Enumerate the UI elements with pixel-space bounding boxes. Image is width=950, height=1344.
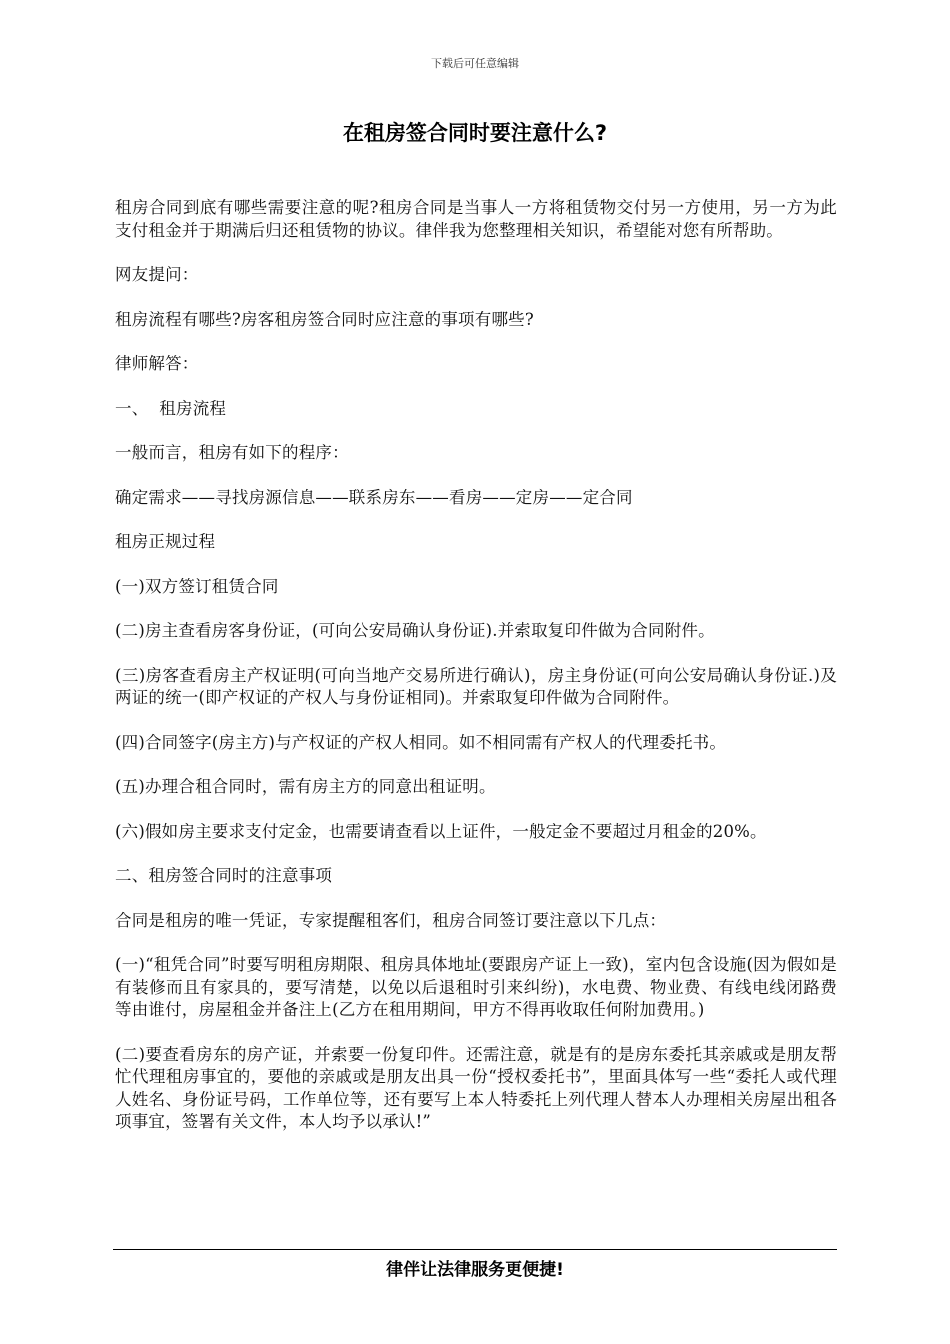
list-item: (一)双方签订租赁合同: [115, 576, 279, 596]
document-body: [115, 197, 837, 1156]
process-steps: 确定需求——寻找房源信息——联系房东——看房——定房——定合同: [115, 487, 633, 507]
list-item: (三)房客查看房主产权证明(可向当地产交易所进行确认)，房主身份证(可向公安局确认身份证.)及两证的统一(即产权证的产权人与身份证相同)。并索取复印件做为合同附件。: [115, 665, 837, 707]
question-label: 网友提问：: [115, 265, 199, 284]
list-item: (五)办理合租合同时，需有房主方的同意出租证明。: [115, 777, 496, 796]
list-item: (二)房主查看房客身份证，(可向公安局确认身份证).并索取复印件做为合同附件。: [115, 621, 715, 640]
footer-slogan: 律伴让法律服务更便捷!: [386, 1260, 564, 1280]
formal-process-heading: 租房正规过程: [115, 532, 216, 551]
section-heading-process: 一、 租房流程: [115, 398, 227, 418]
process-intro: 一般而言，租房有如下的程序：: [115, 443, 349, 462]
list-item: (二)要查看房东的房产证，并索要一份复印件。还需注意，就是有的是房东委托其亲戚或是朋友帮忙代理租房事宜的，要他的亲戚或是朋友出具一份“授权委托书”，里面具体写一些“委托人或代理人姓名、身份证号码，工作单位等，还有要写上本人特委托上列代理人替本人办理相关房屋出租各项事宜，签署有关文件，本人均予以承认!”: [115, 1044, 837, 1131]
question-text: 租房流程有哪些?房客租房签合同时应注意的事项有哪些?: [115, 309, 534, 329]
footer-divider: [113, 1249, 837, 1250]
section-heading-notes: 二、租房签合同时的注意事项: [115, 866, 333, 885]
list-item: (六)假如房主要求支付定金，也需要请查看以上证件，一般定金不要超过月租金的20%。: [115, 821, 767, 841]
notes-intro: 合同是租房的唯一凭证，专家提醒租客们，租房合同签订要注意以下几点：: [115, 910, 667, 930]
list-item: (一)“租凭合同”时要写明租房期限、租房具体地址(要跟房产证上一致)，室内包含设施(因为假如是有装修而且有家具的，要写清楚，以免以后退租时引来纠纷)，水电费、物业费、有线电线闭路费等由谁付，房屋租金并备注上(乙方在租用期间，甲方不得再收取任何附加费用。): [115, 955, 837, 1019]
header-note: 下载后可任意编辑: [431, 57, 519, 70]
document-title: 在租房签合同时要注意什么?: [342, 121, 608, 145]
list-item: (四)合同签字(房主方)与产权证的产权人相同。如不相同需有产权人的代理委托书。: [115, 732, 727, 752]
intro-paragraph: 租房合同到底有哪些需要注意的呢?租房合同是当事人一方将租赁物交付另一方使用，另一方为此支付租金并于期满后归还租赁物的协议。律伴我为您整理相关知识，希望能对您有所帮助。: [115, 198, 837, 240]
answer-label: 律师解答：: [115, 354, 199, 373]
